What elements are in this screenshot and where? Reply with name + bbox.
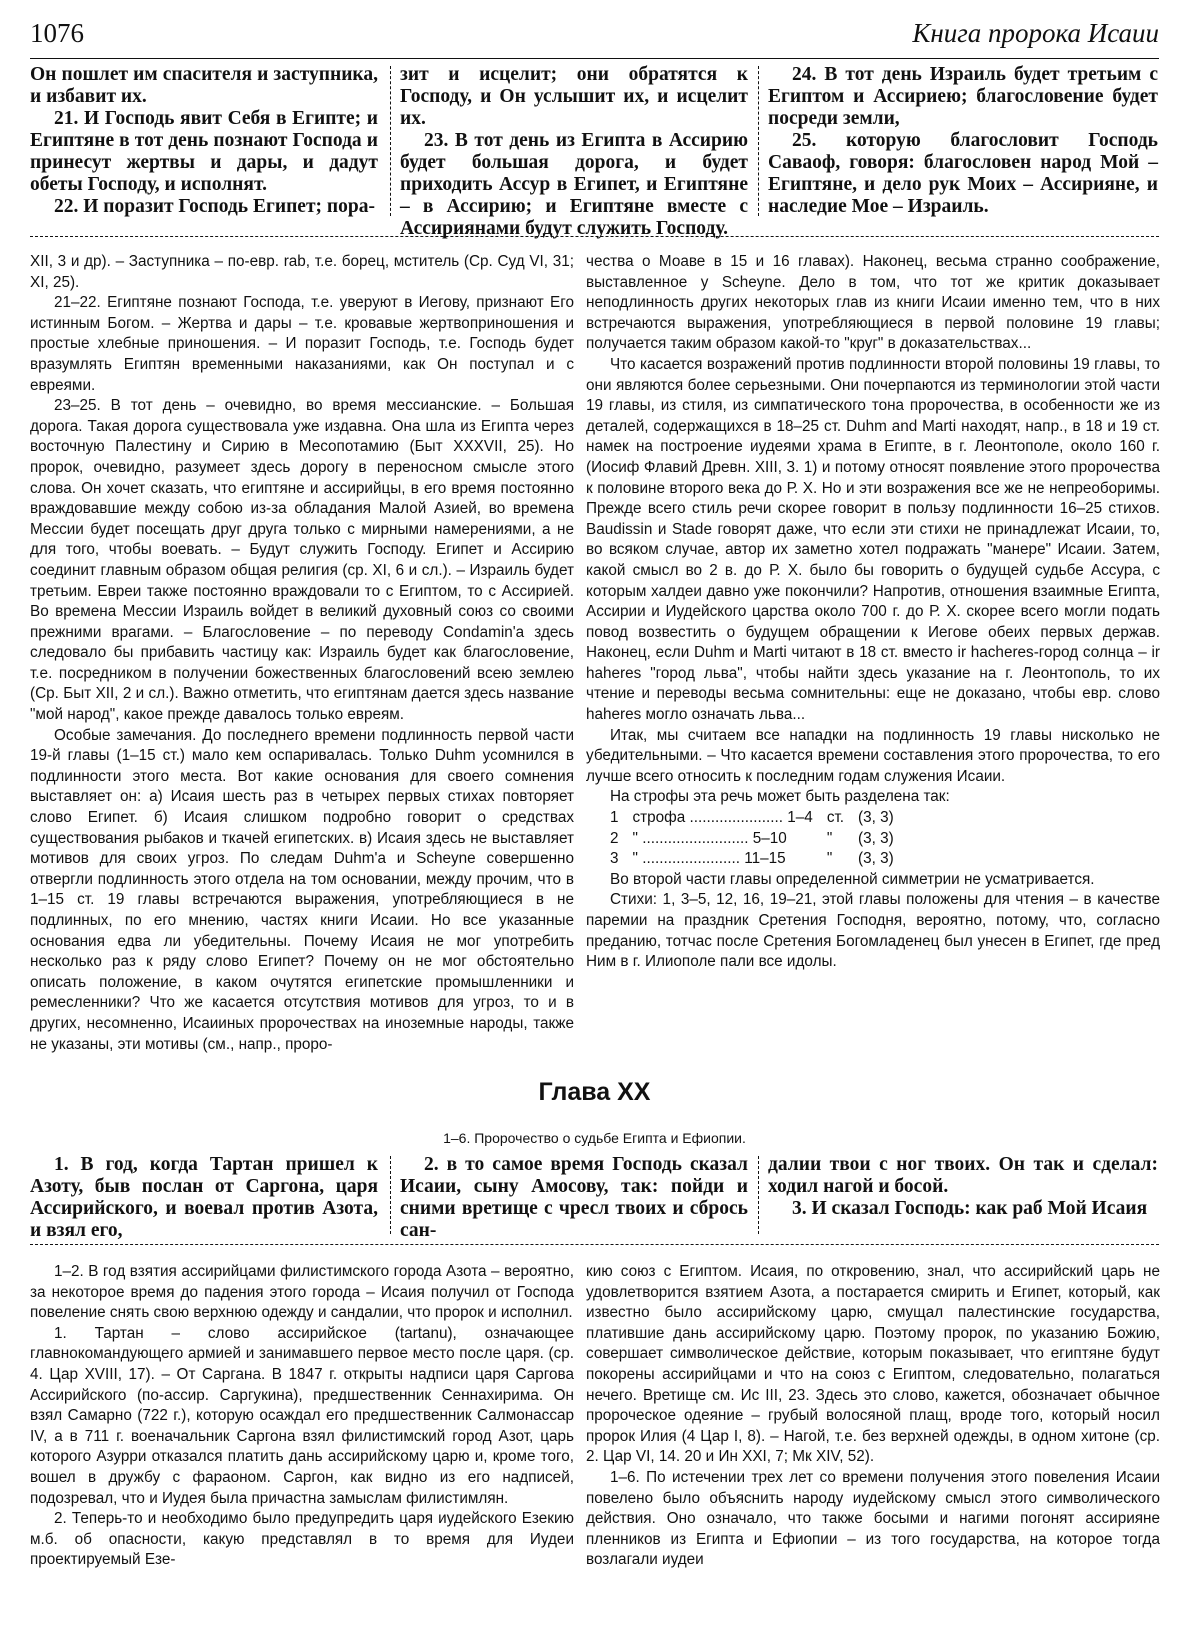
strophe-meter: (3, 3) <box>858 850 894 868</box>
bible-paragraph: 24. В тот день Израиль будет третьим с Египтом и Ассириею; благословение будет посреди земли, <box>768 64 1158 129</box>
commentary-paragraph: Стихи: 1, 3–5, 12, 16, 19–21, этой главы положены для чтения – в качестве паремии на праздник Сретения Господня, вероятно, потому, что, согласно преданию, тотчас после Сретения Богомладенец был унесен в Египет, где пред Ним в г. Илиополе пали все идолы. <box>586 891 1160 971</box>
strophe-row <box>610 808 908 829</box>
bible-paragraph: 25. которую благословит Господь Саваоф, говоря: благословен народ Мой – Египтяне, и дело рук Моих – Ассирияне, и наследие Мое – Израиль. <box>768 130 1158 217</box>
bible-paragraph: 22. И поразит Господь Египет; пора- <box>54 196 375 217</box>
page-number: 1076 <box>30 18 84 48</box>
strophe-meter: (3, 3) <box>858 809 894 827</box>
strophe-row <box>610 829 908 850</box>
commentary-paragraph: Итак, мы считаем все нападки на подлинность 19 главы нисколько не убедительными. – Что касается времени составления этого пророчества, то его лучше всего относить к последним годам служения Исаии. <box>586 726 1160 785</box>
commentary-right-column <box>586 252 1160 973</box>
strophe-range: строфа ...................... 1–4 <box>632 809 813 827</box>
bible-paragraph: 21. И Господь явит Себя в Египте; и Египтяне в тот день познают Господа и принесут жертвы и дары, и дадут обеты Господу, и исполнят. <box>30 108 378 195</box>
bible-text-column-1 <box>30 1154 378 1242</box>
strophe-meter: (3, 3) <box>858 829 894 847</box>
commentary-right-column <box>586 1262 1160 1571</box>
column-separator <box>758 66 759 216</box>
bible-text-column-3 <box>768 64 1158 218</box>
bible-paragraph: 3. И сказал Господь: как раб Мой Исаия <box>792 1198 1148 1219</box>
commentary-paragraph: кию союз с Египтом. Исаия, по откровению, знал, что ассирийский царь не удовлетворится взятием Азота, а постарается смирить и Египет, который, как известно было ассирийскому царю, смущал палестинские государства, платившие дань ассирийскому царю. Поэтому пророк, по указанию Божию, совершает символическое действие, которым показывает, что египтяне будут покорены ассирийцами и что на союз с Египтом, следовательно, полагаться нечего. Вретище см. Ис III, 23. Здесь это слово, кажется, обозначает обычное пророческое одеяние – грубый волосяной плащ, вроде того, который носил пророк Илия (4 Цар I, 8). – Нагой, т.е. без верхней одежды, в одном хитоне (ср. 2. Цар VI, 14. 20 и Ин XXI, 7; Мк XIV, 52). <box>586 1263 1160 1466</box>
strophe-range: " ......................... 5–10 <box>632 829 787 847</box>
bible-text-column-3 <box>768 1154 1158 1220</box>
strophe-number: 3 <box>610 850 619 868</box>
commentary-paragraph: 2. Теперь-то и необходимо было предупредить царя иудейского Езекию м.б. об опасности, какую представлял в то время для Иудеи проектируемый Езе- <box>30 1510 574 1569</box>
column-separator <box>390 66 391 216</box>
column-separator <box>390 1156 391 1234</box>
strophe-row <box>610 849 908 870</box>
chapter-subtitle: 1–6. Пророчество о судьбе Египта и Ефиопии. <box>443 1130 746 1146</box>
commentary-paragraph: XII, 3 и др). – Заступника – по-евр. rab, т.е. борец, мститель (Ср. Суд VI, 31; XI, 25). <box>30 253 574 291</box>
bible-paragraph: Он пошлет им спасителя и заступника, и избавит их. <box>30 64 378 107</box>
text-commentary-divider <box>30 1244 1159 1245</box>
commentary-paragraph: На строфы эта речь может быть разделена так: <box>610 788 950 806</box>
commentary-paragraph: 1–6. По истечении трех лет со времени получения этого повеления Исаии повелено было объяснить народу иудейскому смысл этого символического действия. Оно означало, что также босыми и нагими погонят ассирияне пленников из Египта и Ефиопии – из того государства, на которое тогда возлагали иудеи <box>586 1468 1160 1569</box>
commentary-paragraph: 23–25. В тот день – очевидно, во время мессианские. – Большая дорога. Такая дорога существовала уже издавна. Она шла из Египта через восточную Палестину и Сирию в Месопотамию (Быт XXXVII, 25). Но пророк, очевидно, разумеет здесь дорогу в переносном смысле этого слова. Он хочет сказать, что египтяне и ассирийцы, в его время постоянно враждовавшие между собою из-за обладания Малой Азией, во времена Мессии будет посещать друг друга только с мирными намерениями, а не для того, чтобы воевать. – Будут служить Господу. Египет и Ассирию соединит главным образом общая религия (ср. XI, 6 и сл.). – Израиль будет третьим. Евреи также постоянно враждовали то с Египтом, то с Ассирией. Во времена Мессии Израиль войдет в великий духовный союз со своими прежними врагами. – Благословение – по переводу Condamin'а здесь следовало бы прибавить частицу как: Израиль будет как благословение, т.е. посредником в получении божественных благословений всею землею (Ср. Быт XII, 2 и сл.). Важно отметить, что египтянам дается здесь название "мой народ", какое прежде давалось только евреям. <box>30 397 574 724</box>
strophe-range: " ....................... 11–15 <box>632 850 786 868</box>
bible-paragraph: 2. в то самое время Господь сказал Исаии, сыну Амосову, так: пойди и сними вретище с чресл твоих и сбрось сан- <box>400 1154 748 1241</box>
strophe-unit: " <box>826 850 833 868</box>
bible-text-column-1 <box>30 64 378 218</box>
bible-paragraph: 1. В год, когда Тартан пришел к Азоту, быв послан от Саргона, царя Ассирийского, и воевал против Азота, и взял его, <box>30 1154 378 1241</box>
commentary-paragraph: Во второй части главы определенной симметрии не усматривается. <box>610 870 1095 888</box>
commentary-paragraph: 21–22. Египтяне познают Господа, т.е. уверуют в Иегову, признают Его истинным Богом. – Жертва и дары – т.е. кровавые жертвоприношения и простые хлебные приношения. – И поразит Господь, т.е. Господь будет вразумлять Египтян временными наказаниями, как Он поступал и с евреями. <box>30 294 574 394</box>
commentary-paragraph: Что касается возражений против подлинности второй половины 19 главы, то они являются более серьезными. Они почерпаются из терминологии этой части 19 главы, из стиля, из симпатического тона пророчества, в особенности же из деталей, содержащихся в 18–25 ст. Duhm and Marti находят, напр., в 18 и 19 ст. намек на построение иудеями храма в Египте, в г. Леонтополе, около 160 г. (Иосиф Флавий Древн. XIII, 3. 1) и потому относят появление этого пророчества к половине второго века до Р. Х. Но и эти возражения все же не непреоборимы. Прежде всего стиль речи скорее говорит в пользу подлинности 16–25 стихов. Baudissin и Stade говорят даже, что если эти стихи не принадлежат Исаии, то, во всяком случае, автор их заметно хотел подражать "манере" Исаии. Затем, какой смысл во 2 в. до Р. Х. было бы говорить о будущей судьбе Ассура, с которым халдеи давно уже покончили? Напротив, отношения взаимные Египта, Ассирии и Иудейского царства около 700 г. до Р. Х. скорее всего могли подать повод возвестить о будущем обращении к Иегове обеих первых держав. Наконец, если Duhm и Marti читают в 18 ст. вместо ir hacheres-город солнца – ir haheres "город льва", чтобы найти здесь указание на г. Леонтополь, то их чтение и переводы весьма сомнительны: еще не доказано, чтобы евр. слово haheres могло означать льва... <box>586 355 1160 724</box>
strophe-unit: ст. <box>826 809 845 827</box>
bible-text-column-2 <box>400 64 748 240</box>
commentary-paragraph: чества о Моаве в 15 и 16 главах). Наконец, весьма странно соображение, выставленное у Scheyne. Дело в том, что тот же критик доказывает неподлинность других некоторых глав из книги Исаии именно тем, что в них встречаются выражения, употребляющиеся в первой половине 19 главы; получается таким образом какой-то "круг" в доказательствах... <box>586 253 1160 353</box>
strophe-table <box>610 808 908 870</box>
strophe-number: 1 <box>610 809 619 827</box>
text-commentary-divider <box>30 236 1159 237</box>
commentary-left-column <box>30 252 574 1055</box>
column-separator <box>758 1156 759 1234</box>
bible-paragraph: далии твои с ног твоих. Он так и сделал: ходил нагой и босой. <box>768 1154 1158 1197</box>
commentary-left-column <box>30 1262 574 1571</box>
bible-paragraph: зит и исцелит; они обратятся к Господу, и Он услышит их, и исцелит их. <box>400 64 748 129</box>
strophe-unit: " <box>826 829 833 847</box>
bible-text-column-2 <box>400 1154 748 1242</box>
commentary-paragraph: Особые замечания. До последнего времени подлинность первой части 19-й главы (1–15 ст.) мало кем оспаривалась. Только Duhm усомнился в подлинности этого места. Вот какие основания для своего сомнения выставляет он: а) Исаия шесть раз в четырех первых стихах повторяет слово Египет. б) Исаия слишком подробно говорит о средствах существования рыбаков и ткачей египетских. в) Исаия здесь не выставляет мотивов для своих угроз. По следам Duhm'а и Scheyne совершенно отвергли подлинность этого отдела на том основании, между прочим, что в 1–15 ст. 19 главы встречаются выражения, употребляющиеся в не подлинных, по его мнению, частях книги Исаии. Но все указанные основания едва ли убедительны. Почему Исаия не мог употребить несколько раз к ряду слово Египет? Почему он не мог обстоятельно описать положение, в каком очутятся египетские промышленники и ремесленники? Что же касается отсутствия мотивов для угроз, то и в других, несомненно, Исаииных пророчествах на иноземные народы, также не указаны, эти мотивы (см., напр., проро- <box>30 726 574 1053</box>
header-rule <box>30 58 1159 59</box>
chapter-title: Глава XX <box>538 1078 651 1106</box>
running-title: Книга пророка Исаии <box>912 18 1159 48</box>
commentary-paragraph: 1. Тартан – слово ассирийское (tartanu), означающее главнокомандующего армией и занимавшего первое место после царя. (ср. 4. Цар XVIII, 17). – От Саргана. В 1847 г. открыты надписи царя Саргова Ассирийского (по-ассир. Саргукина), предшественник Сеннахирима. Он взял Самарно (722 г.), которую осаждал его предшественник Салмонассар IV, а в 711 г. военачальник Саргона взял филистимский город Азот, царь которого Азурри отказался платить дань ассирийскому царю и, кроме того, вошел в дружбу с фараоном. Саргон, как видно из его надписей, подозревал, что и Иудея была причастна замыслам филистимлян. <box>30 1324 574 1507</box>
strophe-number: 2 <box>610 829 619 847</box>
bible-paragraph: 23. В тот день из Египта в Ассирию будет большая дорога, и будет приходить Ассур в Египет, и Египтяне – в Ассирию; и Египтяне вместе с Ассириянами будут служить Господу. <box>400 130 748 239</box>
commentary-paragraph: 1–2. В год взятия ассирийцами филистимского города Азота – вероятно, за некоторое время до падения этого города – Исаия получил от Господа повеление снять свою верхнюю одежду и сандалии, что пророк и исполнил. <box>30 1263 574 1322</box>
